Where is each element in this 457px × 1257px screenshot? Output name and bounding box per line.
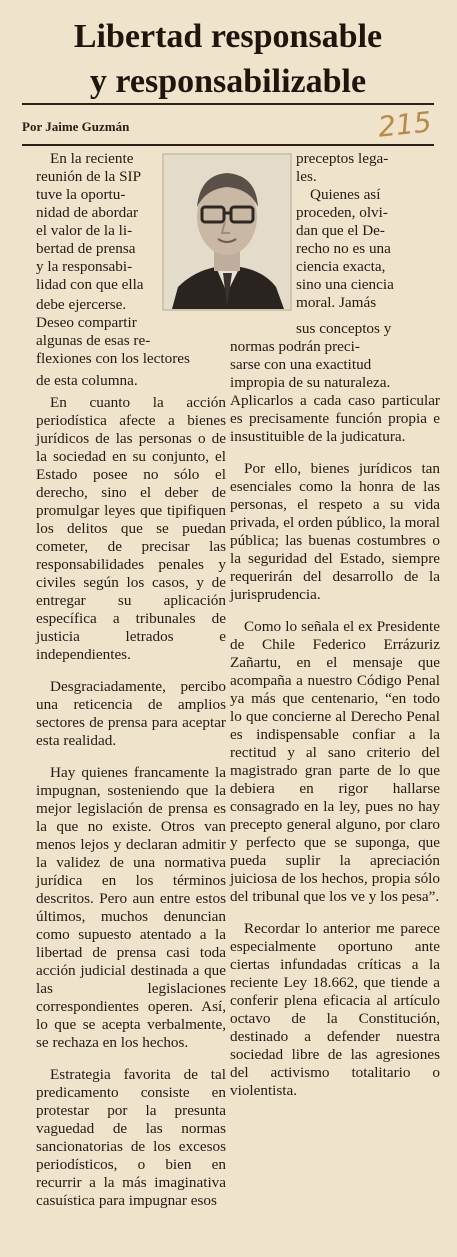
text-line: lidad con que ella <box>36 276 144 293</box>
text-line: sino una ciencia <box>296 276 394 293</box>
column-a-lead <box>36 296 226 368</box>
title-line-2: y responsabilizable <box>89 63 367 100</box>
paragraph: Por ello, bienes jurídicos tan esenciales como la honra de las personas, el respeto a su vida privada, el orden público, la moral pública; las buenas costumbres o la seguridad del Estado, siempre requerirán del desarrollo de la jurisprudencia. <box>230 460 440 603</box>
text-line: les. <box>296 168 317 185</box>
paragraph: Como lo señala el ex Presidente de Chile Federico Errázuriz Zañartu, en el mensaje que acompaña a nuestro Código Penal ya más que centenario, “en todo lo que concierne al Derecho Penal es indispensable confiar a la rectitud y al sano criterio del magistrado gran parte de lo que debiera en rigor hallarse consagrado en la ley, pues no hay precepto general alguno, por claro y perfecto que se suponga, que pueda suplir la apreciación juiciosa de los hechos, propia sólo del tribunal que los ve y los pesa”. <box>230 618 440 905</box>
text-line: flexiones con los lectores <box>36 350 190 367</box>
paragraph: Hay quienes francamente la impugnan, sosteniendo que la mejor legislación de prensa es la que no existe. Otros van menos lejos y declaran admitir la validez de una normativa jurídica en los términos descritos. Pero aun entre estos últimos, muchos denuncian como supuesto atentado a la libertad de prensa casi toda acción judicial destinada a que las legislaciones correspondientes operen. Así, lo que se acepta verbalmente, se rechaza en los hechos. <box>36 764 226 1051</box>
text-line: tuve la oportu- <box>36 186 126 203</box>
text-line: ciencia exacta, <box>296 258 386 275</box>
text-line: algunas de esas re- <box>36 332 151 349</box>
column-b-top <box>296 150 438 312</box>
paragraph: Desgraciadamente, percibo una reticencia de amplios sectores de prensa para aceptar esta realidad. <box>36 678 226 749</box>
handwritten-note: 215 <box>376 105 434 144</box>
column-b-body <box>230 320 440 1114</box>
text-line: recho no es una <box>296 240 391 257</box>
paragraph: Aplicarlos a cada caso particular es precisamente función propia e insustituible de la judicatura. <box>230 392 440 445</box>
author-portrait-drawing <box>164 155 290 309</box>
column-a-body <box>36 372 226 1224</box>
author-portrait <box>162 153 292 311</box>
text-line: y la responsabi- <box>36 258 133 275</box>
paragraph: Recordar lo anterior me parece especialmente oportuno ante ciertas infundadas críticas a la reciente Ley 18.662, que tiende a conferir plena eficacia al artículo octavo de la Constitución, destinado a defender nuestra sociedad libre de las agresiones del activismo totalitario o violentista. <box>230 920 440 1099</box>
text-line: bertad de prensa <box>36 240 136 257</box>
column-a-top <box>36 150 160 294</box>
text-line: dan que el De- <box>296 222 385 239</box>
text-line: preceptos lega- <box>296 150 389 167</box>
title-rule <box>22 103 434 105</box>
text-line: proceden, olvi- <box>296 204 388 221</box>
text-line: normas podrán preci- <box>230 338 360 355</box>
byline: Por Jaime Guzmán <box>22 119 130 134</box>
article-title <box>18 14 438 104</box>
text-line: reunión de la SIP <box>36 168 142 185</box>
byline-rule <box>22 144 434 146</box>
text-line: el valor de la li- <box>36 222 133 239</box>
text-line: sarse con una exactitud <box>230 356 372 373</box>
text-line: impropia de su naturaleza. <box>230 374 391 391</box>
text-line: de esta columna. <box>36 372 138 389</box>
text-line: Quienes así <box>310 186 381 203</box>
text-line: sus conceptos y <box>296 320 392 337</box>
text-line: moral. Jamás <box>296 294 377 311</box>
paragraph: Estrategia favorita de tal predicamento consiste en protestar por la presunta vaguedad de las normas sancionatorias de los excesos periodísticos, o bien en recurrir a la más imaginativa casuística para impugnar esos <box>36 1066 226 1209</box>
text-line: nidad de abordar <box>36 204 139 221</box>
text-line: debe ejercerse. <box>36 296 127 313</box>
paragraph: En cuanto la acción periodística afecte a bienes jurídicos de las personas o de la sociedad en su conjunto, el Estado posee no sólo el derecho, sino el deber de promulgar leyes que tipifiquen los delitos que se puedan cometer, de precisar las responsabilidades penales y civiles según los casos, y de entregar su aplicación específica a tribunales de justicia letrados e independientes. <box>36 394 226 663</box>
text-line: En la reciente <box>50 150 134 167</box>
text-line: Deseo compartir <box>36 314 137 331</box>
title-line-1: Libertad responsable <box>73 18 383 55</box>
